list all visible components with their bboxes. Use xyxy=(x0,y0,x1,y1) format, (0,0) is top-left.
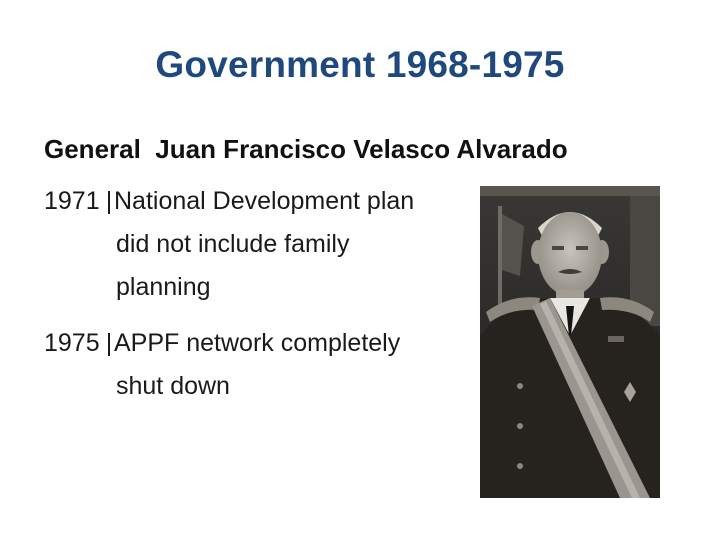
timeline-entry-1971 xyxy=(44,180,474,309)
entry-year: 1971 xyxy=(44,187,100,215)
entry-first-line xyxy=(44,322,474,365)
entry-first-line xyxy=(44,180,474,223)
portrait-illustration xyxy=(480,186,660,498)
entry-text: APPF network completely xyxy=(114,329,401,357)
timeline-entry-1975 xyxy=(44,322,474,408)
entry-separator: | xyxy=(105,187,113,215)
slide-title: Government 1968-1975 xyxy=(155,44,565,85)
entry-text-continuation: shut down xyxy=(116,372,230,400)
slide-subtitle: General Juan Francisco Velasco Alvarado xyxy=(44,134,568,164)
entry-separator: | xyxy=(105,329,113,357)
entry-text-continuation: did not include family xyxy=(116,230,350,258)
entry-text: National Development plan xyxy=(114,187,415,215)
entry-year: 1975 xyxy=(44,329,100,357)
general-portrait-photo xyxy=(480,186,660,498)
entry-text-continuation: planning xyxy=(116,273,211,301)
